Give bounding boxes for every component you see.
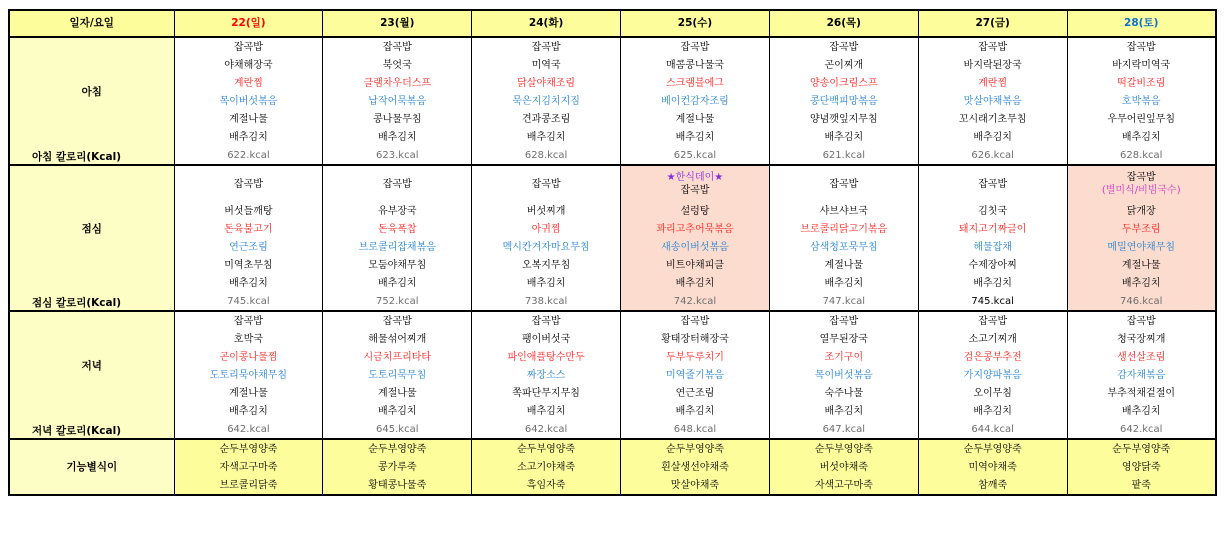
dinner-menu-item: 계절나물 bbox=[174, 384, 323, 402]
dinner-menu-item: 연근조림 bbox=[621, 384, 770, 402]
lunch-calorie-value: 738.kcal bbox=[472, 292, 621, 311]
header-row bbox=[9, 10, 1216, 37]
functional-row bbox=[9, 476, 1216, 495]
functional-menu-item: 황태콩나물죽 bbox=[323, 476, 472, 495]
functional-menu-item: 순두부영양죽 bbox=[621, 439, 770, 458]
lunch-menu-item: 돈육불고기 bbox=[174, 220, 323, 238]
breakfast-menu-item: 배추김치 bbox=[769, 128, 918, 146]
dinner-menu-item: 오이무침 bbox=[918, 384, 1067, 402]
lunch-menu-item bbox=[472, 165, 621, 202]
dinner-menu-item: 잡곡밥 bbox=[769, 311, 918, 330]
dinner-menu-item: 배추김치 bbox=[174, 402, 323, 420]
lunch-menu-item: 버섯들깨탕 bbox=[174, 202, 323, 220]
lunch-menu-item: 배추김치 bbox=[621, 274, 770, 292]
menu-item-text: 잡곡밥 bbox=[382, 178, 412, 190]
breakfast-row bbox=[9, 56, 1216, 74]
lunch-menu-item: 배추김치 bbox=[1067, 274, 1216, 292]
breakfast-menu-item: 클램차우더스프 bbox=[323, 74, 472, 92]
dinner-menu-item: 잡곡밥 bbox=[621, 311, 770, 330]
lunch-row bbox=[9, 238, 1216, 256]
breakfast-menu-item: 바지락된장국 bbox=[918, 56, 1067, 74]
lunch-menu-item bbox=[323, 165, 472, 202]
lunch-calorie-value: 747.kcal bbox=[769, 292, 918, 311]
dinner-menu-item: 곤이콩나물찜 bbox=[174, 348, 323, 366]
lunch-menu-item: 유부장국 bbox=[323, 202, 472, 220]
breakfast-menu-item: 미역국 bbox=[472, 56, 621, 74]
breakfast-menu-item: 맛살야채볶음 bbox=[918, 92, 1067, 110]
dinner-menu-item: 배추김치 bbox=[1067, 402, 1216, 420]
breakfast-menu-item: 베이컨감자조림 bbox=[621, 92, 770, 110]
day-header-sun: 22(일) bbox=[174, 10, 323, 37]
dinner-menu-item: 부추적채겉절이 bbox=[1067, 384, 1216, 402]
breakfast-menu-item: 잡곡밥 bbox=[174, 37, 323, 56]
lunch-menu-item bbox=[769, 165, 918, 202]
breakfast-calorie-value: 628.kcal bbox=[1067, 146, 1216, 165]
breakfast-menu-item: 매콤콩나물국 bbox=[621, 56, 770, 74]
dinner-menu-item: 쪽파단무지무침 bbox=[472, 384, 621, 402]
lunch-menu-item: 돼지고기짜글이 bbox=[918, 220, 1067, 238]
functional-menu-item: 콩가루죽 bbox=[323, 458, 472, 476]
breakfast-menu-item: 배추김치 bbox=[621, 128, 770, 146]
lunch-menu-item: 돈육폭찹 bbox=[323, 220, 472, 238]
dinner-menu-item: 도토리묵무침 bbox=[323, 366, 472, 384]
breakfast-menu-item: 잡곡밥 bbox=[769, 37, 918, 56]
dinner-menu-item: 팽이버섯국 bbox=[472, 330, 621, 348]
breakfast-calorie-value: 623.kcal bbox=[323, 146, 472, 165]
day-header-mon: 23(월) bbox=[323, 10, 472, 37]
lunch-menu-item: 미역초무침 bbox=[174, 256, 323, 274]
lunch-label: 점심 bbox=[9, 165, 174, 292]
breakfast-calorie-label: 아침 칼로리(Kcal) bbox=[9, 146, 174, 165]
functional-row bbox=[9, 458, 1216, 476]
breakfast-menu-item: 잡곡밥 bbox=[1067, 37, 1216, 56]
breakfast-menu-item: 콩단백피망볶음 bbox=[769, 92, 918, 110]
functional-menu-item: 흑임자죽 bbox=[472, 476, 621, 495]
lunch-menu-item: 수제장아찌 bbox=[918, 256, 1067, 274]
breakfast-calorie-value: 622.kcal bbox=[174, 146, 323, 165]
breakfast-calorie-row bbox=[9, 146, 1216, 165]
dinner-calorie-value: 642.kcal bbox=[1067, 420, 1216, 439]
lunch-menu-item bbox=[1067, 165, 1216, 202]
dinner-row bbox=[9, 330, 1216, 348]
dinner-menu-item: 잡곡밥 bbox=[323, 311, 472, 330]
functional-menu-item: 미역야채죽 bbox=[918, 458, 1067, 476]
dinner-menu-item: 잡곡밥 bbox=[1067, 311, 1216, 330]
dinner-row bbox=[9, 366, 1216, 384]
dinner-menu-item: 두부두루치기 bbox=[621, 348, 770, 366]
breakfast-row bbox=[9, 92, 1216, 110]
breakfast-menu-item: 바지락미역국 bbox=[1067, 56, 1216, 74]
dinner-row bbox=[9, 348, 1216, 366]
weekly-menu-table bbox=[8, 9, 1217, 496]
dinner-menu-item: 도토리묵야채무침 bbox=[174, 366, 323, 384]
lunch-menu-item: 멕시칸겨자마요무침 bbox=[472, 238, 621, 256]
day-header-fri: 27(금) bbox=[918, 10, 1067, 37]
lunch-menu-item: 배추김치 bbox=[472, 274, 621, 292]
dinner-row bbox=[9, 402, 1216, 420]
functional-menu-item: 순두부영양죽 bbox=[174, 439, 323, 458]
breakfast-menu-item: 묵은지김치지짐 bbox=[472, 92, 621, 110]
breakfast-menu-item: 양념깻잎지무침 bbox=[769, 110, 918, 128]
lunch-row bbox=[9, 165, 1216, 202]
functional-menu-item: 자색고구마죽 bbox=[174, 458, 323, 476]
lunch-menu-item: 두부조림 bbox=[1067, 220, 1216, 238]
breakfast-menu-item: 계란찜 bbox=[174, 74, 323, 92]
lunch-menu-item: 설렁탕 bbox=[621, 202, 770, 220]
breakfast-menu-item: 북엇국 bbox=[323, 56, 472, 74]
functional-menu-item: 맛살야채죽 bbox=[621, 476, 770, 495]
dinner-menu-item: 미역줄기볶음 bbox=[621, 366, 770, 384]
breakfast-row bbox=[9, 128, 1216, 146]
breakfast-calorie-value: 625.kcal bbox=[621, 146, 770, 165]
breakfast-menu-item: 배추김치 bbox=[918, 128, 1067, 146]
dinner-menu-item: 배추김치 bbox=[918, 402, 1067, 420]
special-day-label: ★한식데이★ bbox=[666, 172, 724, 183]
dinner-calorie-value: 648.kcal bbox=[621, 420, 770, 439]
breakfast-menu-item: 잡곡밥 bbox=[472, 37, 621, 56]
dinner-menu-item: 파인애플탕수만두 bbox=[472, 348, 621, 366]
dinner-menu-item: 짜장소스 bbox=[472, 366, 621, 384]
dinner-menu-item: 배추김치 bbox=[769, 402, 918, 420]
functional-menu-item: 영양닭죽 bbox=[1067, 458, 1216, 476]
lunch-menu-item bbox=[918, 165, 1067, 202]
breakfast-menu-item: 곤이찌개 bbox=[769, 56, 918, 74]
lunch-menu-item: 연근조림 bbox=[174, 238, 323, 256]
lunch-menu-item bbox=[174, 165, 323, 202]
lunch-calorie-value: 745.kcal bbox=[174, 292, 323, 311]
day-header-tue: 24(화) bbox=[472, 10, 621, 37]
breakfast-menu-item: 목이버섯볶음 bbox=[174, 92, 323, 110]
breakfast-menu-item: 꼬시래기초무침 bbox=[918, 110, 1067, 128]
functional-menu-item: 순두부영양죽 bbox=[1067, 439, 1216, 458]
dinner-menu-item: 배추김치 bbox=[621, 402, 770, 420]
dinner-calorie-value: 642.kcal bbox=[174, 420, 323, 439]
functional-menu-item: 순두부영양죽 bbox=[769, 439, 918, 458]
lunch-menu-item: 닭개장 bbox=[1067, 202, 1216, 220]
menu-item-text: 잡곡밥 bbox=[829, 178, 859, 190]
dinner-menu-item: 잡곡밥 bbox=[918, 311, 1067, 330]
dinner-menu-item: 시금치프리타타 bbox=[323, 348, 472, 366]
functional-label: 기능별식이 bbox=[9, 439, 174, 495]
breakfast-menu-item: 견과콩조림 bbox=[472, 110, 621, 128]
dinner-menu-item: 잡곡밥 bbox=[174, 311, 323, 330]
lunch-menu-item: 해물잡채 bbox=[918, 238, 1067, 256]
menu-item-text: 잡곡밥 bbox=[680, 185, 710, 196]
lunch-menu-item: 모둠야채무침 bbox=[323, 256, 472, 274]
lunch-menu-item: 브로콜리닭고기볶음 bbox=[769, 220, 918, 238]
dinner-menu-item: 감자채볶음 bbox=[1067, 366, 1216, 384]
lunch-menu-item: 브로콜리잡채볶음 bbox=[323, 238, 472, 256]
breakfast-menu-item: 호박볶음 bbox=[1067, 92, 1216, 110]
dinner-menu-item: 계절나물 bbox=[323, 384, 472, 402]
breakfast-menu-item: 스크램블에그 bbox=[621, 74, 770, 92]
day-header-wed: 25(수) bbox=[621, 10, 770, 37]
breakfast-row bbox=[9, 74, 1216, 92]
dinner-menu-item: 배추김치 bbox=[472, 402, 621, 420]
breakfast-menu-item: 잡곡밥 bbox=[621, 37, 770, 56]
functional-menu-item: 흰살생선야채죽 bbox=[621, 458, 770, 476]
lunch-menu-item: 새송이버섯볶음 bbox=[621, 238, 770, 256]
header-label: 일자/요일 bbox=[9, 10, 174, 37]
lunch-calorie-row bbox=[9, 292, 1216, 311]
functional-menu-item: 참깨죽 bbox=[918, 476, 1067, 495]
breakfast-menu-item: 계절나물 bbox=[621, 110, 770, 128]
lunch-menu-item: 계절나물 bbox=[1067, 256, 1216, 274]
breakfast-row bbox=[9, 37, 1216, 56]
lunch-row bbox=[9, 256, 1216, 274]
breakfast-menu-item: 계절나물 bbox=[174, 110, 323, 128]
lunch-menu-item: 배추김치 bbox=[323, 274, 472, 292]
functional-menu-item: 팥죽 bbox=[1067, 476, 1216, 495]
breakfast-calorie-value: 626.kcal bbox=[918, 146, 1067, 165]
functional-menu-item: 브로콜리닭죽 bbox=[174, 476, 323, 495]
lunch-row bbox=[9, 274, 1216, 292]
dinner-calorie-value: 645.kcal bbox=[323, 420, 472, 439]
dinner-row bbox=[9, 311, 1216, 330]
dinner-menu-item: 생선살조림 bbox=[1067, 348, 1216, 366]
dinner-menu-item: 검은콩부추전 bbox=[918, 348, 1067, 366]
menu-item-text: 잡곡밥 bbox=[1126, 172, 1156, 183]
lunch-row bbox=[9, 220, 1216, 238]
menu-item-text: 잡곡밥 bbox=[233, 178, 263, 190]
lunch-calorie-label: 점심 칼로리(Kcal) bbox=[9, 292, 174, 311]
lunch-menu-item: 아귀찜 bbox=[472, 220, 621, 238]
lunch-menu-item: 버섯찌개 bbox=[472, 202, 621, 220]
functional-menu-item: 순두부영양죽 bbox=[472, 439, 621, 458]
lunch-calorie-value: 746.kcal bbox=[1067, 292, 1216, 311]
dinner-menu-item: 소고기찌개 bbox=[918, 330, 1067, 348]
dinner-menu-item: 해물섞어찌개 bbox=[323, 330, 472, 348]
lunch-menu-item: 메밀연야채무침 bbox=[1067, 238, 1216, 256]
dinner-menu-item: 청국장찌개 bbox=[1067, 330, 1216, 348]
breakfast-menu-item: 배추김치 bbox=[174, 128, 323, 146]
dinner-calorie-label: 저녁 칼로리(Kcal) bbox=[9, 420, 174, 439]
functional-menu-item: 순두부영양죽 bbox=[323, 439, 472, 458]
dinner-label: 저녁 bbox=[9, 311, 174, 420]
menu-item-text: 잡곡밥 bbox=[531, 178, 561, 190]
breakfast-menu-item: 야채해장국 bbox=[174, 56, 323, 74]
breakfast-menu-item: 양송이크림스프 bbox=[769, 74, 918, 92]
dinner-calorie-value: 642.kcal bbox=[472, 420, 621, 439]
breakfast-menu-item: 계란찜 bbox=[918, 74, 1067, 92]
lunch-row bbox=[9, 202, 1216, 220]
lunch-menu-item: 오복지무침 bbox=[472, 256, 621, 274]
breakfast-row bbox=[9, 110, 1216, 128]
lunch-calorie-value: 745.kcal bbox=[918, 292, 1067, 311]
lunch-menu-item: 비트야채피클 bbox=[621, 256, 770, 274]
breakfast-menu-item: 잡곡밥 bbox=[323, 37, 472, 56]
functional-menu-item: 순두부영양죽 bbox=[918, 439, 1067, 458]
lunch-menu-item: 샤브샤브국 bbox=[769, 202, 918, 220]
breakfast-label: 아침 bbox=[9, 37, 174, 146]
dinner-menu-item: 배추김치 bbox=[323, 402, 472, 420]
breakfast-calorie-value: 628.kcal bbox=[472, 146, 621, 165]
dinner-menu-item: 숙주나물 bbox=[769, 384, 918, 402]
functional-menu-item: 버섯야채죽 bbox=[769, 458, 918, 476]
breakfast-calorie-value: 621.kcal bbox=[769, 146, 918, 165]
breakfast-menu-item: 닭살야채조림 bbox=[472, 74, 621, 92]
dinner-menu-item: 호박국 bbox=[174, 330, 323, 348]
lunch-menu-item: 배추김치 bbox=[174, 274, 323, 292]
dinner-menu-item: 가지양파볶음 bbox=[918, 366, 1067, 384]
breakfast-menu-item: 납작어묵볶음 bbox=[323, 92, 472, 110]
lunch-menu-item: 계절나물 bbox=[769, 256, 918, 274]
breakfast-menu-item: 배추김치 bbox=[472, 128, 621, 146]
lunch-menu-item bbox=[621, 165, 770, 202]
breakfast-menu-item: 우무어린잎무침 bbox=[1067, 110, 1216, 128]
lunch-menu-item: 배추김치 bbox=[769, 274, 918, 292]
dinner-menu-item: 황태장터해장국 bbox=[621, 330, 770, 348]
dinner-row bbox=[9, 384, 1216, 402]
lunch-calorie-value: 742.kcal bbox=[621, 292, 770, 311]
menu-table-wrapper bbox=[8, 9, 1217, 496]
dinner-calorie-row bbox=[9, 420, 1216, 439]
lunch-menu-item: 꽈리고추어묵볶음 bbox=[621, 220, 770, 238]
breakfast-menu-item: 배추김치 bbox=[323, 128, 472, 146]
day-header-sat: 28(토) bbox=[1067, 10, 1216, 37]
functional-menu-item: 자색고구마죽 bbox=[769, 476, 918, 495]
menu-item-text: 잡곡밥 bbox=[978, 178, 1008, 190]
day-header-thu: 26(목) bbox=[769, 10, 918, 37]
dinner-menu-item: 조기구이 bbox=[769, 348, 918, 366]
dinner-calorie-value: 644.kcal bbox=[918, 420, 1067, 439]
functional-row bbox=[9, 439, 1216, 458]
dinner-menu-item: 목이버섯볶음 bbox=[769, 366, 918, 384]
dinner-calorie-value: 647.kcal bbox=[769, 420, 918, 439]
special-menu-label: (별미식/비빔국수) bbox=[1101, 185, 1181, 196]
lunch-menu-item: 배추김치 bbox=[918, 274, 1067, 292]
breakfast-menu-item: 잡곡밥 bbox=[918, 37, 1067, 56]
functional-menu-item: 소고기야채죽 bbox=[472, 458, 621, 476]
breakfast-menu-item: 콩나물무침 bbox=[323, 110, 472, 128]
breakfast-menu-item: 배추김치 bbox=[1067, 128, 1216, 146]
dinner-menu-item: 열무된장국 bbox=[769, 330, 918, 348]
lunch-menu-item: 김칫국 bbox=[918, 202, 1067, 220]
dinner-menu-item: 잡곡밥 bbox=[472, 311, 621, 330]
lunch-menu-item: 삼색청포묵무침 bbox=[769, 238, 918, 256]
breakfast-menu-item: 떡갈비조림 bbox=[1067, 74, 1216, 92]
lunch-calorie-value: 752.kcal bbox=[323, 292, 472, 311]
